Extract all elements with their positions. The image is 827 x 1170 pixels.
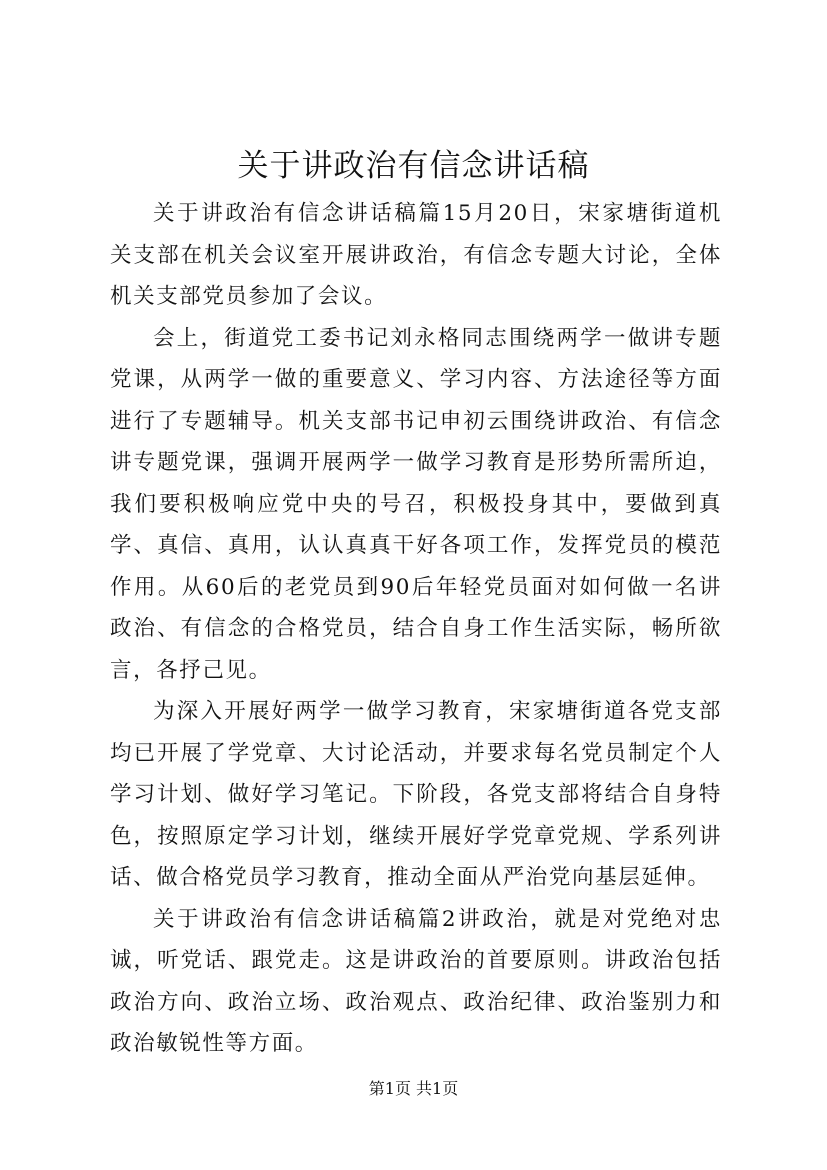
paragraph-2: 会上，街道党工委书记刘永格同志围绕两学一做讲专题党课，从两学一做的重要意义、学习内容、方法途径等方面进行了专题辅导。机关支部书记申初云围绕讲政治、有信念讲专题党课，强调开展两学一做学习教育是形势所需所迫，我们要积极响应党中央的号召，积极投身其中，要做到真学、真信、真用，认认真真干好各项工作，发挥党员的模范作用。从60后的老党员到90后年轻党员面对如何做一名讲政治、有信念的合格党员，结合自身工作生活实际，畅所欲言，各抒己见。 — [110, 325, 722, 683]
document-title: 关于讲政治有信念讲话稿 — [237, 148, 590, 184]
document-body — [110, 193, 722, 1065]
page-footer: 第1页 共1页 — [368, 1079, 459, 1098]
paragraph-4: 关于讲政治有信念讲话稿篇2讲政治，就是对党绝对忠诚，听党话、跟党走。这是讲政治的首要原则。讲政治包括政治方向、政治立场、政治观点、政治纪律、政治鉴别力和政治敏锐性等方面。 — [110, 906, 722, 1056]
paragraph-1: 关于讲政治有信念讲话稿篇15月20日，宋家塘街道机关支部在机关会议室开展讲政治，有信念专题大讨论，全体机关支部党员参加了会议。 — [110, 201, 722, 309]
paragraph-3: 为深入开展好两学一做学习教育，宋家塘街道各党支部均已开展了学党章、大讨论活动，并要求每名党员制定个人学习计划、做好学习笔记。下阶段，各党支部将结合自身特色，按照原定学习计划，继续开展好学党章党规、学系列讲话、做合格党员学习教育，推动全面从严治党向基层延伸。 — [110, 699, 722, 890]
